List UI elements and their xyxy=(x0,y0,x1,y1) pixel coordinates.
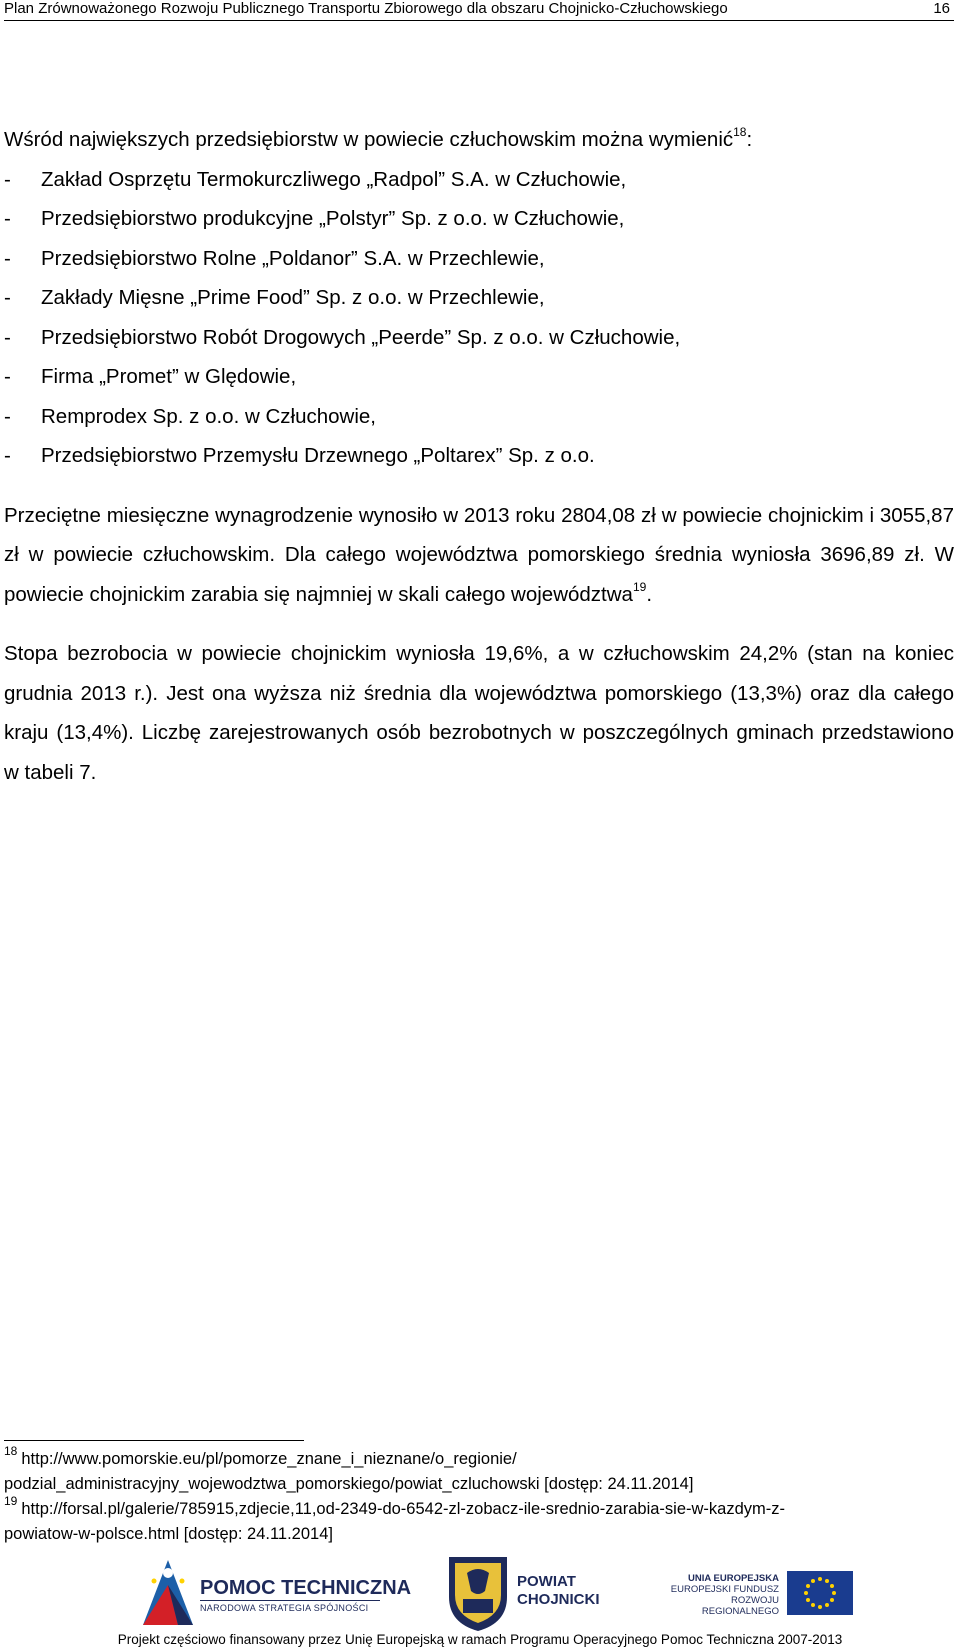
funding-note: Projekt częściowo finansowany przez Unię Europejską w ramach Programu Operacyjnego Pomoc Techniczna 2007-2013 xyxy=(117,1632,843,1647)
main-content xyxy=(4,120,954,792)
companies-intro: Wśród największych przedsiębiorstw w powiecie człuchowskim można wymienić$^{18}$: xyxy=(4,125,753,151)
pt-title: POMOC TECHNICZNA xyxy=(200,1577,412,1599)
footnote-ref-19[interactable]: 19 xyxy=(632,579,647,594)
powiat-line1: POWIAT xyxy=(517,1573,576,1590)
running-header xyxy=(4,0,954,21)
pomoc-techniczna-emblem xyxy=(138,1555,198,1633)
footnote-19-cont: powiatow-w-polsce.html [dostęp: 24.11.2014] xyxy=(4,1525,333,1543)
company-list xyxy=(4,160,954,476)
powiat-coat-of-arms-icon xyxy=(445,1553,511,1633)
logo-bar xyxy=(0,1545,960,1635)
list-item: - Remprodex Sp. z o.o. w Człuchowie, xyxy=(4,404,376,428)
list-item: - Zakłady Mięsne „Prime Food” Sp. z o.o. w Przechlewie, xyxy=(4,286,545,309)
pt-subtitle: NARODOWA STRATEGIA SPÓJNOŚCI xyxy=(200,1603,369,1613)
footnote-18-cont: podzial_administracyjny_wojewodztwa_pomorskiego/powiat_czluchowski [dostęp: 24.11.2014] xyxy=(4,1475,694,1493)
powiat-line2: CHOJNICKI xyxy=(517,1591,600,1608)
footnote-link[interactable]: http://forsal.pl/galerie/785915,zdjecie,11,od-2349-do-6542-zl-zobacz-ile-srednio-zarabia-sie-w-kazdym-z- xyxy=(21,1500,785,1518)
list-item: - Przedsiębiorstwo Rolne „Poldanor” S.A. w Przechlewie, xyxy=(4,246,545,270)
list-item: - Firma „Promet” w Ględowie, xyxy=(4,365,297,388)
pomoc-techniczna-logo xyxy=(138,1555,412,1633)
footnotes xyxy=(4,1443,954,1547)
footnote-ref-18[interactable]: 18 xyxy=(733,125,747,140)
footnote-separator xyxy=(4,1440,304,1441)
footnote-19: $^{19}$ http://forsal.pl/galerie/785915,zdjecie,11,od-2349-do-6542-zl-zobacz-ile-srednio-zarabia-sie-w-kazdym-z- xyxy=(4,1493,785,1518)
footnote-link[interactable]: http://www.pomorskie.eu/pl/pomorze_znane_i_nieznane/o_regionie/ xyxy=(21,1450,517,1468)
powiat-chojnicki-logo xyxy=(445,1553,615,1633)
document-title: Plan Zrównoważonego Rozwoju Publicznego Transportu Zbiorowego dla obszaru Chojnicko-Człuchowskiego xyxy=(4,0,728,17)
eu-flag-icon xyxy=(787,1571,853,1615)
pt-rule xyxy=(200,1600,380,1601)
list-item: - Przedsiębiorstwo Przemysłu Drzewnego „Poltarex” Sp. z o.o. xyxy=(4,444,595,467)
wages-paragraph: Przeciętne miesięczne wynagrodzenie wynosiło w 2013 roku 2804,08 zł w powiecie chojnickim i 3055,87 zł w powiecie człuchowskim. Dla całego województwa pomorskiego średnia wyniosła 3696,89 zł. W powiecie chojnickim zarabia się najmniej w skali całego województwa$^{19}$. xyxy=(4,503,954,606)
footnote-18: $^{18}$ http://www.pomorskie.eu/pl/pomorze_znane_i_nieznane/o_regionie/ xyxy=(4,1443,517,1468)
eu-logo xyxy=(655,1557,865,1627)
eu-text: UNIA EUROPEJSKA EUROPEJSKI FUNDUSZ ROZWOJU REGIONALNEGO xyxy=(670,1573,779,1617)
page-number: 16 xyxy=(933,0,950,17)
list-item: - Zakład Osprzętu Termokurczliwego „Radpol” S.A. w Człuchowie, xyxy=(4,167,627,191)
list-item: - Przedsiębiorstwo Robót Drogowych „Peerde” Sp. z o.o. w Człuchowie, xyxy=(4,325,681,349)
list-item: - Przedsiębiorstwo produkcyjne „Polstyr” Sp. z o.o. w Człuchowie, xyxy=(4,207,625,230)
unemployment-paragraph: Stopa bezrobocia w powiecie chojnickim wyniosła 19,6%, a w człuchowskim 24,2% (stan na koniec grudnia 2013 r.). Jest ona wyższa niż średnia dla województwa pomorskiego (13,3%) oraz dla całego kraju (13,4%). Liczbę zarejestrowanych osób bezrobotnych w poszczególnych gminach przedstawiono w tabeli 7. xyxy=(4,642,954,784)
